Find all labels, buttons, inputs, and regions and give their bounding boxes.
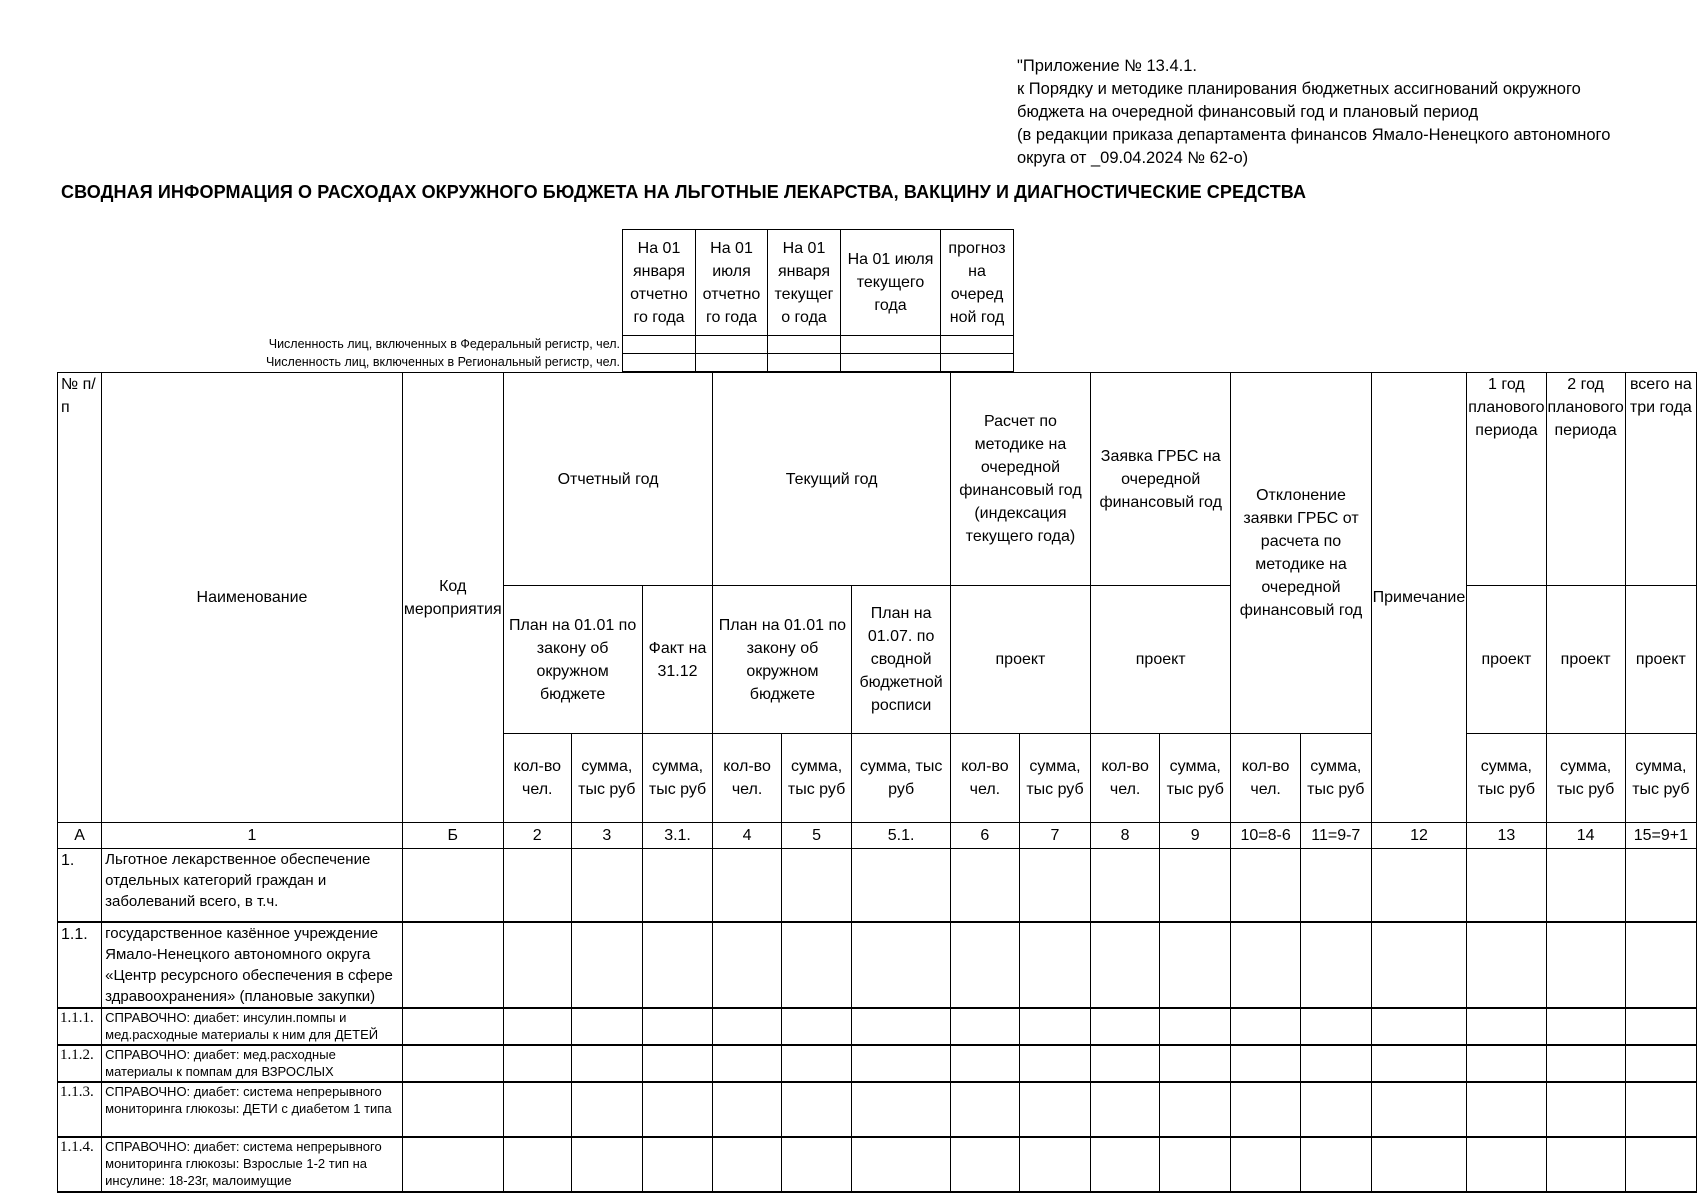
data-cell[interactable] (402, 1137, 503, 1192)
header-num: № п/п (58, 373, 102, 823)
registry-cell[interactable] (941, 336, 1014, 354)
registry-cell[interactable] (623, 336, 696, 354)
data-cell[interactable] (713, 1008, 781, 1045)
document-title: СВОДНАЯ ИНФОРМАЦИЯ О РАСХОДАХ ОКРУЖНОГО БЮДЖЕТА НА ЛЬГОТНЫЕ ЛЕКАРСТВА, ВАКЦИНУ И ДИАГНОСТИЧЕСКИЕ СРЕДСТВА (61, 182, 1307, 202)
registry-table (622, 229, 1014, 372)
registry-header: На 01 июля текущего года (841, 230, 941, 336)
data-cell[interactable] (402, 1045, 503, 1082)
data-cell[interactable] (1231, 849, 1301, 922)
appendix-line: (в редакции приказа департамента финансов Ямало-Ненецкого автономного (1017, 126, 1611, 144)
data-cell[interactable] (852, 1008, 950, 1045)
data-cell[interactable] (1467, 1045, 1546, 1082)
header-sum: сумма, тыс руб (1019, 734, 1090, 823)
data-cell[interactable] (571, 1008, 642, 1045)
column-index: 7 (1019, 823, 1090, 849)
header-note: Примечание (1371, 373, 1467, 823)
header-project: проект (1625, 586, 1696, 734)
data-cell[interactable] (713, 1137, 781, 1192)
data-cell[interactable] (713, 849, 781, 922)
data-cell[interactable] (950, 922, 1019, 1008)
registry-row-label: Численность лиц, включенных в Федеральный регистр, чел. (268, 337, 620, 351)
data-cell[interactable] (1019, 1137, 1090, 1192)
registry-cell[interactable] (623, 354, 696, 372)
data-cell[interactable] (1160, 849, 1231, 922)
registry-labels (150, 335, 620, 371)
column-index: 9 (1160, 823, 1231, 849)
row-num: 1.1.3. (58, 1082, 102, 1137)
header-qty: кол-во чел. (503, 734, 571, 823)
row-num: 1.1.1. (58, 1008, 102, 1045)
data-cell[interactable] (1625, 1082, 1696, 1137)
data-cell[interactable] (1091, 849, 1160, 922)
header-request: Заявка ГРБС на очередной финансовый год (1091, 373, 1231, 586)
registry-cell[interactable] (841, 336, 941, 354)
data-cell[interactable] (1371, 1137, 1467, 1192)
row-name: СПРАВОЧНО: диабет: мед.расходные материалы к помпам для ВЗРОСЛЫХ (102, 1045, 403, 1082)
data-cell[interactable] (950, 1008, 1019, 1045)
data-cell[interactable] (1546, 1137, 1625, 1192)
data-cell[interactable] (1467, 1082, 1546, 1137)
data-cell[interactable] (1019, 849, 1090, 922)
data-cell[interactable] (503, 1082, 571, 1137)
column-index: 12 (1371, 823, 1467, 849)
header-qty: кол-во чел. (1231, 734, 1301, 823)
header-project: проект (1091, 586, 1231, 734)
header-code: Код мероприятия (402, 373, 503, 823)
header-plan-year-1: 1 год планового периода (1467, 373, 1546, 586)
table-row (58, 1082, 1697, 1137)
data-cell[interactable] (1467, 1137, 1546, 1192)
table-row (58, 1045, 1697, 1082)
data-cell[interactable] (1160, 1082, 1231, 1137)
registry-cell[interactable] (768, 336, 841, 354)
column-index-row (58, 823, 1697, 849)
column-index: 5 (781, 823, 852, 849)
data-cell[interactable] (402, 1008, 503, 1045)
data-cell[interactable] (1625, 849, 1696, 922)
data-cell[interactable] (642, 922, 713, 1008)
data-cell[interactable] (571, 922, 642, 1008)
data-cell[interactable] (503, 849, 571, 922)
header-sum: сумма, тыс руб (642, 734, 713, 823)
column-index: 4 (713, 823, 781, 849)
registry-header: прогноз на очеред ной год (941, 230, 1014, 336)
header-project: проект (1546, 586, 1625, 734)
data-cell[interactable] (1300, 1082, 1371, 1137)
row-num: 1.1.2. (58, 1045, 102, 1082)
data-cell[interactable] (571, 1137, 642, 1192)
data-cell[interactable] (950, 849, 1019, 922)
data-cell[interactable] (1091, 1082, 1160, 1137)
data-cell[interactable] (713, 1045, 781, 1082)
data-cell[interactable] (781, 1008, 852, 1045)
data-cell[interactable] (1231, 1082, 1301, 1137)
data-cell[interactable] (571, 849, 642, 922)
data-cell[interactable] (642, 1137, 713, 1192)
data-cell[interactable] (1546, 1082, 1625, 1137)
registry-cell[interactable] (768, 354, 841, 372)
data-cell[interactable] (1371, 1082, 1467, 1137)
registry-header: На 01 июля отчетно го года (696, 230, 768, 336)
data-cell[interactable] (1160, 1045, 1231, 1082)
data-cell[interactable] (1371, 849, 1467, 922)
header-sum: сумма, тыс руб (781, 734, 852, 823)
data-cell[interactable] (1231, 1137, 1301, 1192)
table-row (58, 849, 1697, 922)
column-index: 3 (571, 823, 642, 849)
header-deviation: Отклонение заявки ГРБС от расчета по методике на очередной финансовый год (1231, 373, 1371, 734)
header-sum: сумма, тыс руб (571, 734, 642, 823)
data-cell[interactable] (1300, 922, 1371, 1008)
data-cell[interactable] (1300, 849, 1371, 922)
data-cell[interactable] (950, 1137, 1019, 1192)
header-report-year: Отчетный год (503, 373, 713, 586)
data-cell[interactable] (571, 1045, 642, 1082)
data-cell[interactable] (503, 922, 571, 1008)
data-cell[interactable] (1467, 849, 1546, 922)
data-cell[interactable] (713, 1082, 781, 1137)
data-cell[interactable] (852, 922, 950, 1008)
registry-cell[interactable] (696, 354, 768, 372)
header-name: Наименование (102, 373, 403, 823)
data-cell[interactable] (1371, 1008, 1467, 1045)
data-cell[interactable] (781, 849, 852, 922)
column-index: 6 (950, 823, 1019, 849)
column-index: 15=9+1 (1625, 823, 1696, 849)
data-cell[interactable] (402, 922, 503, 1008)
data-cell[interactable] (1625, 1137, 1696, 1192)
column-index: 13 (1467, 823, 1546, 849)
data-cell[interactable] (1546, 1045, 1625, 1082)
appendix-line: к Порядку и методике планирования бюджетных ассигнований окружного (1017, 80, 1581, 98)
row-name: СПРАВОЧНО: диабет: система непрерывного мониторинга глюкозы: Взрослые 1-2 тип на инсулине: 18-23г, малоимущие (102, 1137, 403, 1192)
registry-header: На 01 января текущег о года (768, 230, 841, 336)
data-cell[interactable] (1371, 1045, 1467, 1082)
data-cell[interactable] (642, 1008, 713, 1045)
row-num: 1. (58, 849, 102, 922)
appendix-note (1017, 55, 1677, 170)
data-cell[interactable] (642, 1045, 713, 1082)
header-qty: кол-во чел. (1091, 734, 1160, 823)
data-cell[interactable] (1231, 1008, 1301, 1045)
header-plan-law-current: План на 01.01 по закону об окружном бюджете (713, 586, 852, 734)
column-index: 10=8-6 (1231, 823, 1301, 849)
data-cell[interactable] (1231, 1045, 1301, 1082)
data-cell[interactable] (1091, 1045, 1160, 1082)
data-cell[interactable] (1019, 1082, 1090, 1137)
appendix-line: "Приложение № 13.4.1. (1017, 57, 1197, 75)
table-row (58, 922, 1697, 1008)
data-cell[interactable] (1091, 922, 1160, 1008)
data-cell[interactable] (852, 1082, 950, 1137)
column-index: 8 (1091, 823, 1160, 849)
registry-cell[interactable] (941, 354, 1014, 372)
data-cell[interactable] (1019, 1008, 1090, 1045)
column-index: 1 (102, 823, 403, 849)
column-index: 5.1. (852, 823, 950, 849)
header-qty: кол-во чел. (713, 734, 781, 823)
header-plan-law: План на 01.01 по закону об окружном бюджете (503, 586, 642, 734)
row-name: государственное казённое учреждение Ямало-Ненецкого автономного округа «Центр ресурсного обеспечения в сфере здравоохранения» (плановые закупки) (102, 922, 403, 1008)
data-cell[interactable] (1160, 1008, 1231, 1045)
data-cell[interactable] (1160, 922, 1231, 1008)
data-cell[interactable] (1625, 922, 1696, 1008)
data-cell[interactable] (713, 922, 781, 1008)
column-index: 11=9-7 (1300, 823, 1371, 849)
header-sum: сумма, тыс руб (1300, 734, 1371, 823)
data-cell[interactable] (1300, 1045, 1371, 1082)
data-cell[interactable] (1019, 922, 1090, 1008)
row-num: 1.1.4. (58, 1137, 102, 1192)
data-cell[interactable] (1091, 1008, 1160, 1045)
column-index: Б (402, 823, 503, 849)
data-cell[interactable] (1467, 922, 1546, 1008)
data-cell[interactable] (852, 849, 950, 922)
row-name: СПРАВОЧНО: диабет: инсулин.помпы и мед.расходные материалы к ним для ДЕТЕЙ (102, 1008, 403, 1045)
data-cell[interactable] (1300, 1008, 1371, 1045)
header-sum: сумма, тыс руб (1546, 734, 1625, 823)
data-cell[interactable] (642, 1082, 713, 1137)
data-cell[interactable] (402, 1082, 503, 1137)
data-cell[interactable] (503, 1137, 571, 1192)
header-calc: Расчет по методике на очередной финансовый год (индексация текущего года) (950, 373, 1090, 586)
data-cell[interactable] (503, 1045, 571, 1082)
header-total-three-years: всего на три года (1625, 373, 1696, 586)
appendix-line: округа от _09.04.2024 № 62-о) (1017, 149, 1249, 167)
header-sum: сумма, тыс руб (1160, 734, 1231, 823)
data-cell[interactable] (402, 849, 503, 922)
data-cell[interactable] (1231, 922, 1301, 1008)
data-cell[interactable] (1546, 849, 1625, 922)
registry-cell[interactable] (841, 354, 941, 372)
row-num: 1.1. (58, 922, 102, 1008)
data-cell[interactable] (1160, 1137, 1231, 1192)
data-cell[interactable] (950, 1082, 1019, 1137)
summary-table (57, 372, 1697, 1193)
appendix-line: бюджета на очередной финансовый год и плановый период (1017, 103, 1479, 121)
data-cell[interactable] (781, 1137, 852, 1192)
data-cell[interactable] (1546, 1008, 1625, 1045)
header-sum: сумма, тыс руб (852, 734, 950, 823)
header-sum: сумма, тыс руб (1625, 734, 1696, 823)
header-plan-year-2: 2 год планового периода (1546, 373, 1625, 586)
data-cell[interactable] (852, 1137, 950, 1192)
header-project: проект (1467, 586, 1546, 734)
data-cell[interactable] (1546, 922, 1625, 1008)
data-cell[interactable] (781, 1082, 852, 1137)
row-name: Льготное лекарственное обеспечение отдельных категорий граждан и заболеваний всего, в т.ч. (102, 849, 403, 922)
data-cell[interactable] (950, 1045, 1019, 1082)
data-cell[interactable] (852, 1045, 950, 1082)
registry-header: На 01 января отчетно го года (623, 230, 696, 336)
data-cell[interactable] (781, 1045, 852, 1082)
header-project: проект (950, 586, 1090, 734)
data-cell[interactable] (642, 849, 713, 922)
data-cell[interactable] (1019, 1045, 1090, 1082)
data-cell[interactable] (1467, 1008, 1546, 1045)
column-index: 14 (1546, 823, 1625, 849)
data-cell[interactable] (1091, 1137, 1160, 1192)
table-row (58, 1137, 1697, 1192)
data-cell[interactable] (1300, 1137, 1371, 1192)
table-row (58, 1008, 1697, 1045)
data-cell[interactable] (503, 1008, 571, 1045)
header-fact: Факт на 31.12 (642, 586, 713, 734)
data-cell[interactable] (1371, 922, 1467, 1008)
row-name: СПРАВОЧНО: диабет: система непрерывного мониторинга глюкозы: ДЕТИ с диабетом 1 типа (102, 1082, 403, 1137)
registry-row-label: Численность лиц, включенных в Региональный регистр, чел. (265, 355, 620, 369)
column-index: 3.1. (642, 823, 713, 849)
header-sum: сумма, тыс руб (1467, 734, 1546, 823)
registry-cell[interactable] (696, 336, 768, 354)
header-qty: кол-во чел. (950, 734, 1019, 823)
header-plan-0107: План на 01.07. по сводной бюджетной росписи (852, 586, 950, 734)
data-cell[interactable] (781, 922, 852, 1008)
header-current-year: Текущий год (713, 373, 950, 586)
column-index: 2 (503, 823, 571, 849)
data-cell[interactable] (1625, 1045, 1696, 1082)
data-cell[interactable] (571, 1082, 642, 1137)
column-index: А (58, 823, 102, 849)
data-cell[interactable] (1625, 1008, 1696, 1045)
